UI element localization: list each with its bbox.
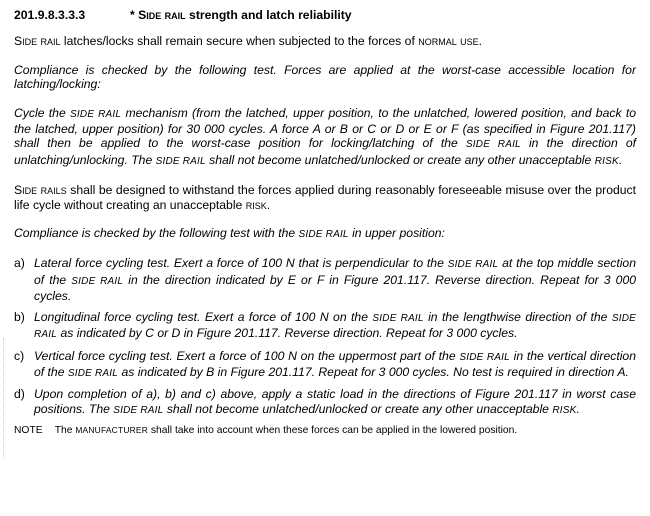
text-segment: . (618, 152, 623, 167)
term-side-rail: SIDE RAIL (447, 259, 499, 271)
text-segment: shall not become unlatched/unlocked or create any other unacceptable (166, 401, 549, 416)
text-segment: The (54, 425, 73, 437)
list-item (14, 387, 636, 418)
margin-change-bar (3, 338, 6, 458)
term-manufacturer: MANUFACTURER (75, 425, 149, 436)
text-segment: Vertical force cycling test. Exert a force of 100 N on the uppermost part of the (34, 348, 456, 363)
term-risk: RISK (552, 404, 577, 416)
term-side-rail: SIDE RAIL (71, 275, 124, 287)
text-segment: latches/locks shall remain secure when subjected to the forces of (63, 34, 415, 49)
text-segment: as indicated by B in Figure 201.117. Repeat for 3 000 cycles. No test is required in direction A. (121, 364, 629, 379)
text-segment: shall not become unlatched/unlocked or create any other unacceptable (209, 152, 592, 167)
text-segment: Compliance is checked by the following test. Forces are applied at the worst-case accessible location for latching/locking: (14, 62, 636, 92)
document-page (14, 8, 636, 437)
list-item (14, 349, 636, 382)
list-item-label: c) (14, 348, 25, 363)
list-item-label: b) (14, 309, 25, 324)
paragraph-requirement-1 (14, 34, 636, 48)
note-label: NOTE (14, 425, 43, 437)
term-side-rails: Side rails (14, 183, 67, 198)
clause-title-smallcaps: Side rail (138, 8, 186, 22)
term-side-rail: SIDE RAIL (70, 108, 122, 120)
text-segment: in the direction of unlatching/unlocking. The (14, 136, 637, 167)
text-segment: shall take into account when these forces can be applied in the lowered position. (150, 425, 518, 437)
test-list (14, 256, 636, 418)
term-risk: RISK (594, 155, 619, 167)
text-segment: mechanism (from the latched, upper position, to the unlatched, lowered position, and back to the latched, upper position) for 30 000 cycles. A force A or B or C or D or E or F (as specified in Figure 201.117) shall then be applied to the worst-case position for locking/latching of the (14, 105, 637, 151)
note (14, 424, 636, 437)
paragraph-requirement-2 (14, 183, 636, 212)
text-segment: Upon completion of a), b) and c) above, apply a static load in the directions of Figure 201.117 in worst case positions. The (34, 387, 636, 416)
text-segment: . (266, 197, 271, 212)
term-side-rail: SIDE RAIL (113, 404, 164, 416)
term-side-rail: SIDE RAIL (465, 139, 521, 151)
paragraph-cycle-test (14, 106, 636, 170)
clause-heading (14, 8, 636, 22)
term-side-rail: Side rail (14, 34, 61, 49)
list-item (14, 256, 636, 303)
text-segment: in the direction indicated by E or F in Figure 201.117. Reverse direction. Repeat for 3 000 cycles. (34, 272, 637, 304)
list-item (14, 310, 636, 343)
text-segment: Lateral force cycling test. Exert a force of 100 N that is perpendicular to the (34, 256, 444, 271)
paragraph-compliance-2 (14, 226, 636, 242)
paragraph-compliance-1 (14, 63, 636, 92)
text-segment: in upper position: (352, 226, 445, 241)
text-segment: at the top middle section of the (34, 256, 636, 287)
term-side-rail: SIDE RAIL (67, 367, 119, 379)
term-side-rail: SIDE RAIL (459, 351, 510, 363)
term-normal-use: normal use (418, 34, 479, 49)
clause-title: strength and latch reliability (189, 8, 352, 22)
text-segment: . (576, 401, 580, 416)
text-segment: Compliance is checked by the following test with the (14, 226, 296, 241)
text-segment: . (478, 34, 483, 49)
text-segment: Cycle the (14, 105, 66, 120)
term-side-rail: SIDE RAIL (372, 312, 424, 324)
term-side-rail: SIDE RAIL (155, 155, 206, 167)
term-side-rail: SIDE RAIL (34, 312, 636, 341)
clause-number: 201.9.8.3.3.3 (14, 8, 86, 22)
text-segment: shall be designed to withstand the forces applied during reasonably foreseeable misuse over the product life cycle without creating an unacceptable (14, 183, 637, 212)
text-segment: as indicated by C or D in Figure 201.117. Reverse direction. Repeat for 3 000 cycles. (60, 326, 518, 341)
text-segment: in the lengthwise direction of the (428, 309, 608, 324)
text-segment: Longitudinal force cycling test. Exert a force of 100 N on the (34, 309, 368, 324)
clause-star: * (130, 8, 135, 22)
text-segment: in the vertical direction of the (34, 348, 636, 379)
term-risk: risk (245, 197, 267, 212)
list-item-label: d) (14, 387, 25, 402)
term-side-rail: SIDE RAIL (298, 229, 349, 241)
list-item-label: a) (14, 256, 25, 271)
